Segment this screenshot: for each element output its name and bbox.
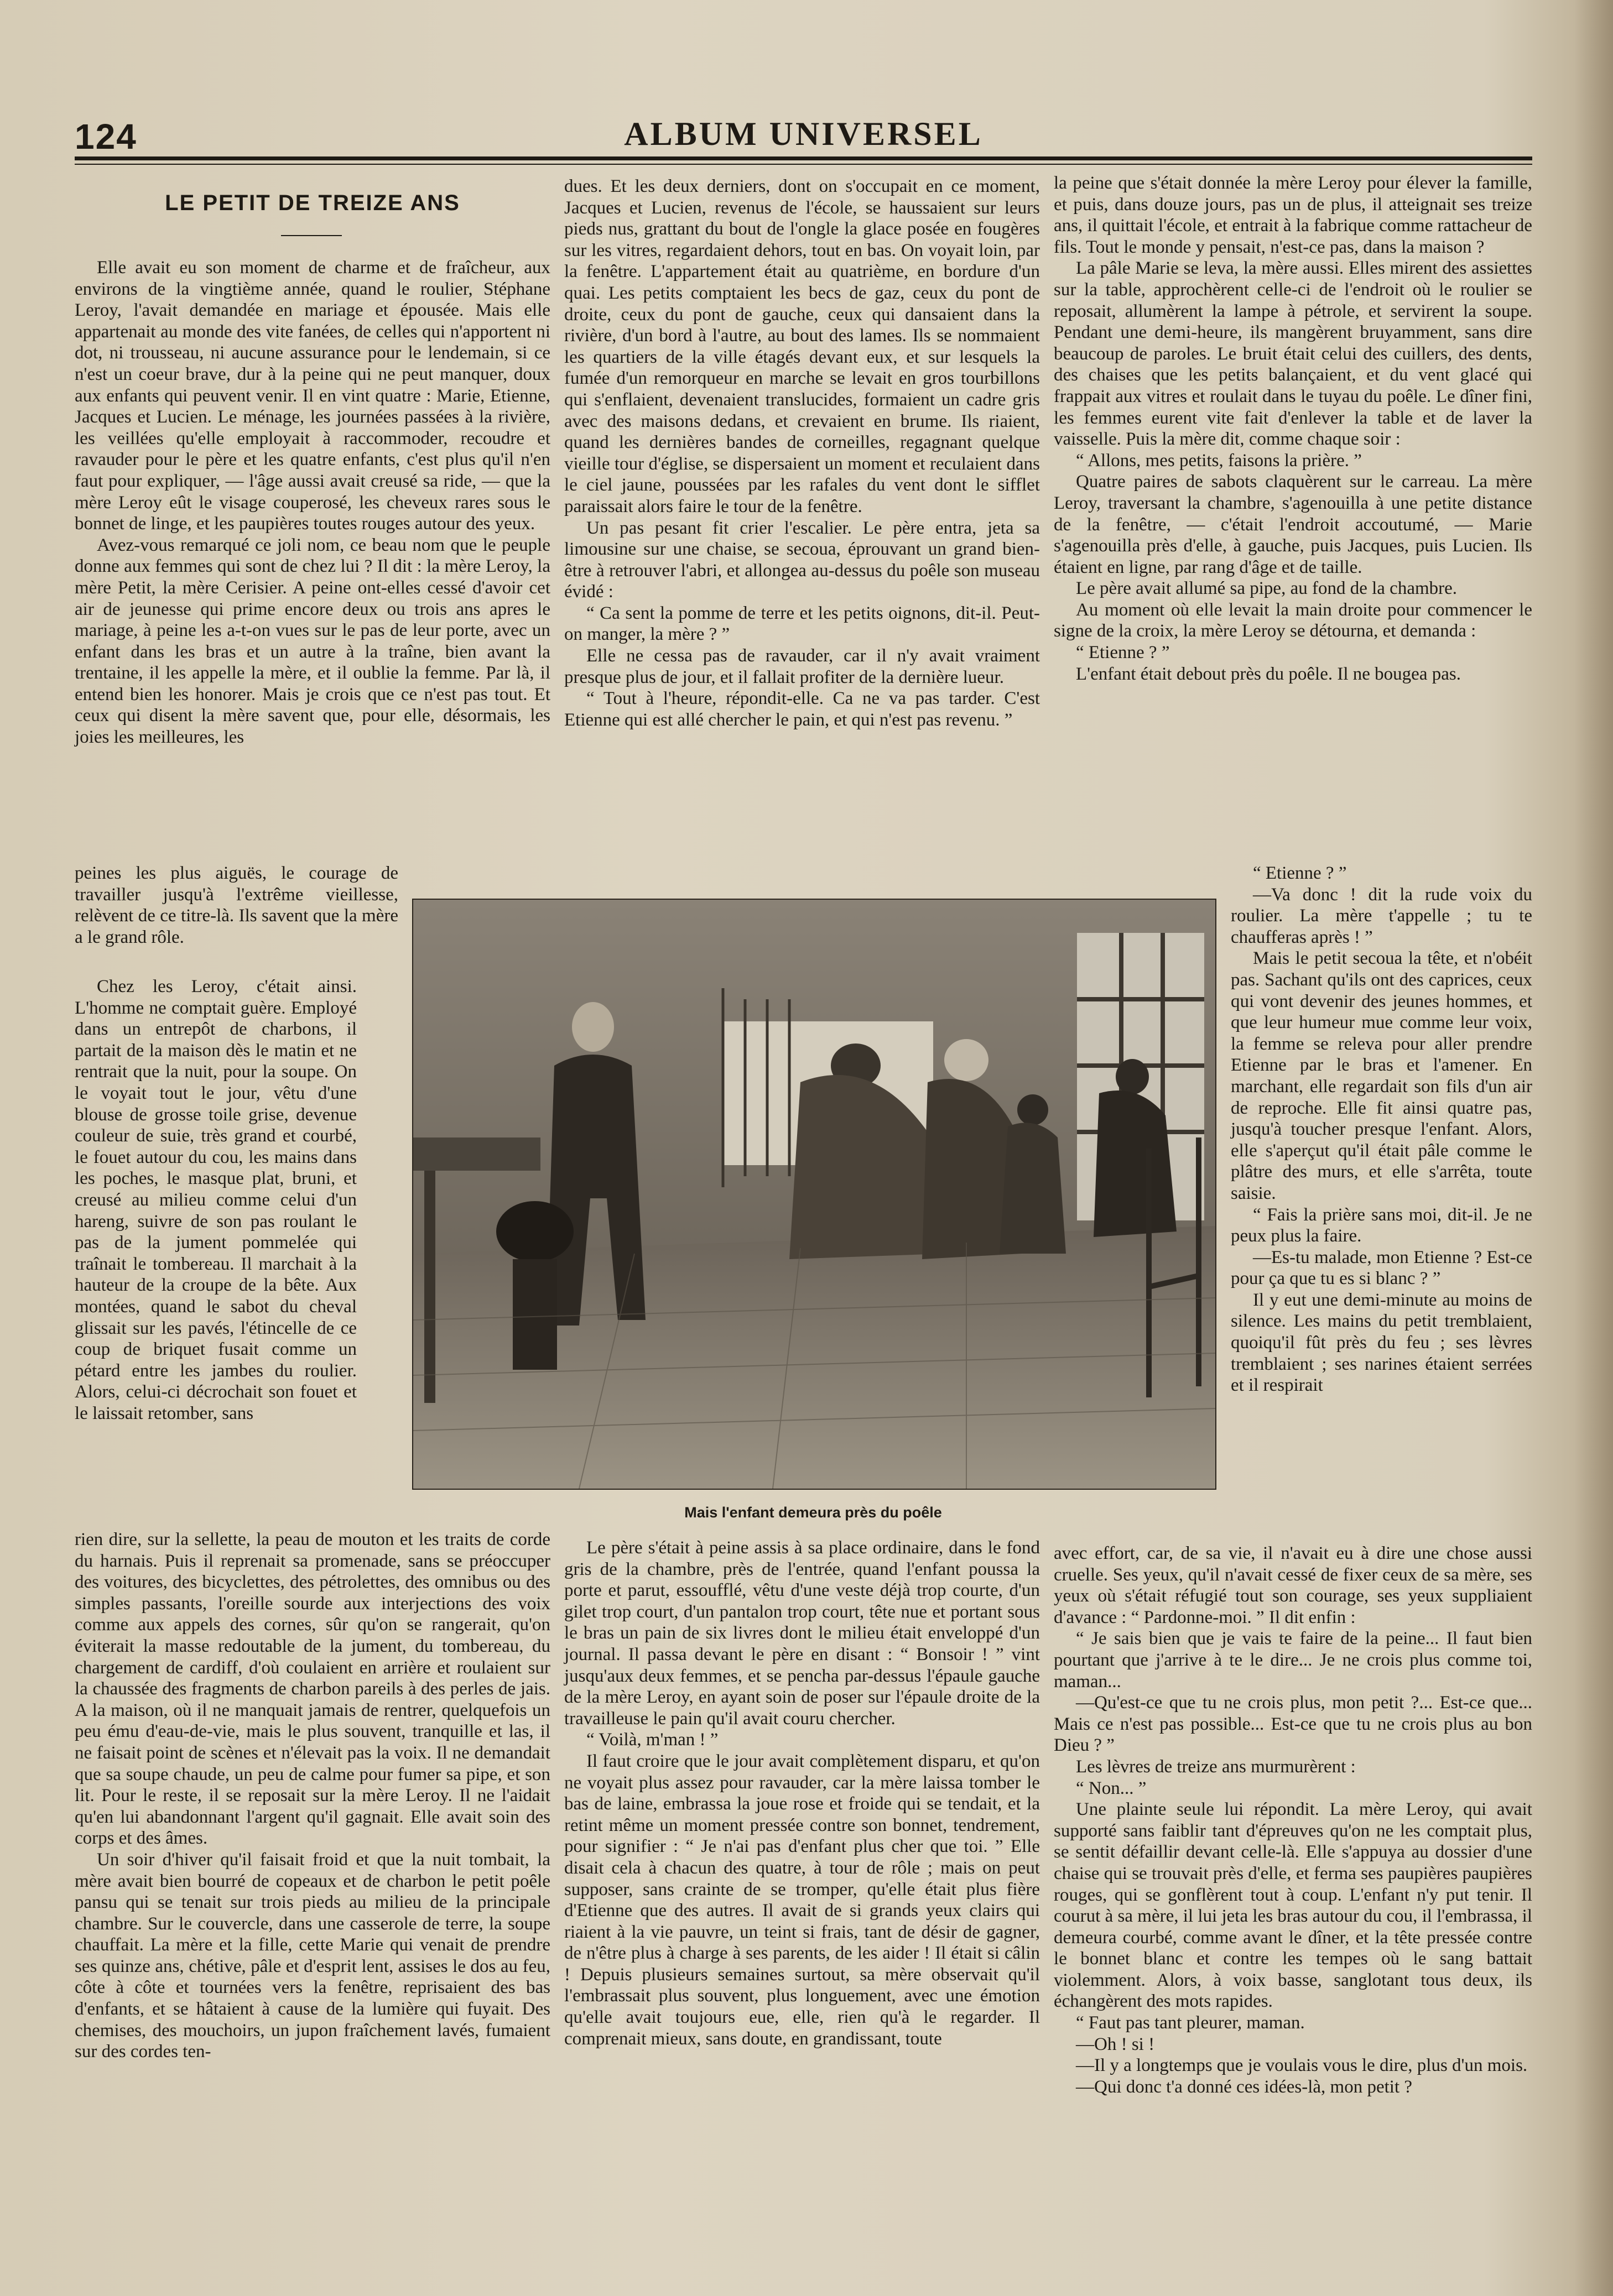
journal-title: ALBUM UNIVERSEL [624,116,983,152]
page-edge-shadow [1574,0,1613,2296]
paragraph: Le père s'était à peine assis à sa place ordinaire, dans le fond gris de la chambre, près de l'entrée, quand l'enfant poussa la porte et parut, essoufflé, vêtu d'une veste déjà trop courte, d'un gilet trop court, d'un pantalon trop court, tête nue et portant sous le bras un pain de six livres dont le milieu était enveloppé d'un journal. Il passa devant le père en disant : “ Bonsoir ! ” vint jusqu'aux deux femmes, et se pencha par-dessus l'épaule gauche de la mère Leroy, en ayant soin de poser sur l'épaule droite de la travailleuse le pain qu'il avait couru chercher. [564,1538,1040,1729]
paragraph: “ Tout à l'heure, répondit-elle. Ca ne va pas tarder. C'est Etienne qui est allé chercher le pain, et qui n'est pas revenu. ” [564,688,1040,730]
paragraph: rien dire, sur la sellette, la peau de mouton et les traits de corde du harnais. Puis il reprenait sa promenade, sans se préoccuper des voitures, des bicyclettes, des pétrolettes, des omnibus ou des simples passants, l'oreille sourde aux interjections des voix comme aux appels des cornes, sûr qu'on se rangerait, qu'on éviterait la masse redoutable de la jument, du tombereau, du chargement de cardiff, d'où coulaient en arrière et roulaient sur la chaussée des fragments de charbon pareils à des perles de jais. A la maison, où il ne manquait jamais de rentrer, quelquefois un peu ému d'eau-de-vie, mais le plus souvent, tranquille et las, il ne faisait point de scènes et n'élevait pas la voix. Il ne demandait que sa soupe chaude, un peu de calme pour fumer sa pipe, et son lit. Pour le reste, il se reposait sur la mère Leroy. Il ne l'aidait qu'en lui abandonnant l'argent qu'il gagnait. Elle avait soin des corps et des âmes. [75,1530,550,1849]
paragraph: Chez les Leroy, c'était ainsi. L'homme ne comptait guère. Employé dans un entrepôt de charbons, il partait de la maison dès le matin et ne rentrait que la nuit, pour la soupe. On le voyait tout le jour, vêtu d'une blouse de grosse toile grise, devenue couleur de suie, très grand et courbé, le fouet autour du cou, les mains dans les poches, le masque plat, bruni, et creusé au milieu comme celui d'un hareng, suivre de son pas roulant le pas de la jument pommelée qui traînait le tombereau. Il marchait à la hauteur de la croupe de la bête. Aux montées, quand le sabot du cheval glissait sur les pavés, l'étincelle de ce coup de briquet fusait comme un pétard entre les jambes du roulier. Alors, celui-ci décrochait son fouet et le laissait retomber, sans [75,977,357,1423]
article-title: LE PETIT DE TREIZE ANS [165,191,460,215]
paragraph: Avez-vous remarqué ce joli nom, ce beau nom que le peuple donne aux femmes qui sont de chez lui ? Il dit : la mère Leroy, la mère Petit, la mère Cerisier. A peine ont-elles cessé d'avoir cet air de jeunesse qui prime encore deux ou trois ans apres le mariage, à peine les a-t-on vues sur le pas de leur porte, avec un enfant dans les bras et un autre à la traîne, bien avant la trentaine, il les appelle la mère, et il oublie la femme. Par là, il entend bien les honorer. Mais je crois que ce n'est pas tout. Et ceux qui disent la mère savent que, pour elle, désormais, les joies les meilleures, les [75,535,550,748]
column-2-bottom [564,1537,1040,2049]
paragraph: Un soir d'hiver qu'il faisait froid et que la nuit tombait, la mère avait bien bourré de copeaux et de charbon le petit poêle pansu qui se tenait sur trois pieds au milieu de la principale chambre. Sur le couvercle, dans une casserole de terre, la soupe chauffait. La mère et la fille, cette Marie qui venait de prendre ses quinze ans, chétive, pâle et d'esprit lent, assises le dos au feu, côte à côte et tournées vers la fenêtre, reprisaient des bas d'enfants, et se hâtaient à cause de la lumière qui fuyait. Des chemises, des mouchoirs, un jupon fraîchement lavés, fumaient sur des cordes ten- [75,1849,550,2062]
paragraph: Elle ne cessa pas de ravauder, car il n'y avait vraiment presque plus de jour, et il fallait profiter de la dernière lueur. [564,646,1040,687]
page-number: 124 [75,117,137,156]
paragraph: “ Etienne ? ” [1076,643,1170,663]
paragraph: Mais le petit secoua la tête, et n'obéit pas. Sachant qu'ils ont des caprices, ceux qui vont devenir des jeunes hommes, et que leur humeur mue comme leur voix, la femme se releva pour aller prendre Etienne par le bras et l'amener. En marchant, elle regardait son fils d'un air de reproche. Elle fit ainsi quatre pas, jusqu'à toucher presque l'enfant. Alors, elle s'aperçut qu'il était pâle comme le plâtre des murs, et elle s'arrêta, toute saisie. [1231,948,1532,1203]
paragraph: “ Je sais bien que je vais te faire de la peine... Il faut bien pourtant que j'arrive à te le dire... Je ne crois plus comme toi, maman... [1054,1629,1532,1692]
paragraph: —Oh ! si ! [1076,2034,1155,2054]
paragraph: Les lèvres de treize ans murmurèrent : [1076,1756,1356,1777]
paragraph: —Va donc ! dit la rude voix du roulier. La mère t'appelle ; tu te chaufferas après ! ” [1231,884,1532,947]
paragraph: “ Fais la prière sans moi, dit-il. Je ne peux plus la faire. [1231,1204,1532,1246]
paragraph: avec effort, car, de sa vie, il n'avait eu à dire une chose aussi cruelle. Ses yeux, qu'il n'avait cessé de fixer ceux de sa mère, ses yeux où s'était réfugié tout son courage, ses yeux suppliaient d'avance : “ Pardonne-moi. ” Il dit enfin : [1054,1543,1532,1627]
illustration-caption: Mais l'enfant demeura près du poêle [684,1504,942,1521]
column-3-wrap [1231,863,1532,1396]
paragraph: Au moment où elle levait la main droite pour commencer le signe de la croix, la mère Leroy se détourna, et demanda : [1054,599,1532,641]
paragraph: dues. Et les deux derniers, dont on s'occupait en ce moment, Jacques et Lucien, revenus de l'école, se haussaient sur leurs pieds nus, grattant du bout de l'ongle la glace posée en fougères sur les vitres, regardaient dehors, tout en bas. On voyait loin, par la fenêtre. L'appartement était au quatrième, en bordure d'un quai. Les petits comptaient les becs de gaz, ceux du pont de droite, ceux du pont de gauche, ceux qui dansaient dans la rivière, d'un bord à l'autre, au bout des lames. Ils se nommaient les quartiers de la ville étagés devant eux, et sur lesquels la fumée d'un remorqueur en marche se levait en gros tourbillons qui s'enflaient, devenaient translucides, formaient un cadre gris avec des maisons dedans, et crevaient en brume. Ils riaient, quand les dernières bandes de corneilles, regagnant quelque vieille tour d'église, se dispersaient un moment et reculaient dans le ciel jaune, poussées par les rafales du vent dont le sifflet paraissait alors faire le tour de la fenêtre. [564,176,1040,516]
paragraph: “ Allons, mes petits, faisons la prière. ” [1076,450,1362,471]
paragraph: —Qu'est-ce que tu ne crois plus, mon petit ?... Est-ce que... Mais ce n'est pas possible... Est-ce que tu ne crois plus au bon Dieu ? ” [1054,1693,1532,1756]
paragraph: L'enfant était debout près du poêle. Il ne bougea pas. [1076,664,1461,684]
paragraph: Il faut croire que le jour avait complètement disparu, et qu'on ne voyait plus assez pour ravauder, car la mère laissa tomber le bas de laine, embrassa la joue rose et froide qui se tendait, et la retint même un moment pressée contre son bonnet, tendrement, pour signifier : “ Je n'ai pas d'enfant plus cher que toi. ” Elle disait cela à chacun des quatre, à tour de rôle ; mais on peut supposer, sans crainte de se tromper, qu'elle était plus fière d'Etienne que des autres. Il avait de si grands yeux clairs qui riaient à la vie pauvre, un teint si frais, tant de désir de gagner, de n'être plus à charge à ses parents, de les aider ! Il était si câlin ! Depuis plusieurs semaines surtout, sa mère observait qu'il l'embrassait plus souvent, plus longuement, avec une émotion qu'elle avait toujours eue, elle, rien qu'à le regarder. Il comprenait mieux, sans doute, en grandissant, toute [564,1751,1040,2049]
column-1-top [75,257,550,748]
paragraph: Il y eut une demi-minute au moins de silence. Les mains du petit tremblaient, quoiqu'il fût près du feu ; ses lèvres tremblaient ; ses narines étaient serrées et il respirait [1231,1290,1532,1396]
paragraph: “ Etienne ? ” [1253,863,1347,883]
paragraph: “ Non... ” [1076,1778,1147,1798]
column-1-bottom [75,1529,550,2063]
column-1-wrap [75,863,398,948]
paragraph: “ Faut pas tant pleurer, maman. [1076,2013,1305,2033]
page-header [75,111,1532,163]
paragraph: La pâle Marie se leva, la mère aussi. Elles mirent des assiettes sur la table, approchèrent celle-ci de l'endroit où le roulier se reposait, allumèrent la lampe à pétrole, et servirent la soupe. Pendant une demi-heure, ils mangèrent bruyamment, sans dire beaucoup de paroles. Le bruit était celui des cuillers, des dents, des chaises que les petits balançaient, et du vent glacé qui frappait aux vitres et roulait dans le tuyau du poêle. Le dîner fini, les femmes eurent vite fait d'enlever la table et de laver la vaisselle. Puis la mère dit, comme chaque soir : [1054,258,1532,450]
header-rule-thin [75,164,1532,165]
paragraph: —Il y a longtemps que je voulais vous le dire, plus d'un mois. [1076,2055,1528,2076]
family-prayer-scene [413,900,1215,1489]
paragraph: “ Ca sent la pomme de terre et les petits oignons, dit-il. Peut-on manger, la mère ? ” [564,603,1040,645]
column-2-top [564,176,1040,730]
title-divider [281,235,342,236]
paragraph: “ Voilà, m'man ! ” [586,1730,719,1750]
paragraph: peines les plus aiguës, le courage de travailler jusqu'à l'extrême vieillesse, relèvent de ce titre-là. Ils savent que la mère a le grand rôle. [75,863,398,947]
column-3-top [1054,173,1532,685]
paragraph: Elle avait eu son moment de charme et de fraîcheur, aux environs de la vingtième année, quand le roulier, Stéphane Leroy, l'avait demandée en mariage et épousée. Mais elle appartenait au monde des vite fanées, de celles qui n'apportent ni dot, ni trousseau, ni aucune assurance pour le lendemain, si ce n'est un coeur brave, dur à la peine qui ne peut manquer, doux aux enfants qui peuvent venir. Il en vint quatre : Marie, Etienne, Jacques et Lucien. Le ménage, les journées passées à la rivière, les veillées qu'elle employait à raccommoder, recoudre et ravauder pour le père et les quatre enfants, c'est plus qu'il n'en faut pour expliquer, — l'âge aussi avait creusé sa ride, — que la mère Leroy eût le visage couperosé, les cheveux rares sous le bonnet de linge, et les paupières toutes rouges autour des yeux. [75,258,550,534]
paragraph: —Es-tu malade, mon Etienne ? Est-ce pour ça que tu es si blanc ? ” [1231,1247,1532,1289]
paragraph: Quatre paires de sabots claquèrent sur le carreau. La mère Leroy, traversant la chambre, s'agenouilla à une petite distance de la fenêtre, — c'était l'endroit accoutumé, — Marie s'agenouilla près d'elle, à gauche, puis Jacques, puis Lucien. Ils étaient en ligne, par rang d'âge et de taille. [1054,472,1532,577]
paragraph: la peine que s'était donnée la mère Leroy pour élever la famille, et puis, dans douze jours, pas un de plus, il atteignait ses treize ans, il quittait l'école, et entrait à la fabrique comme rattacheur de fils. Tout le monde y pensait, n'est-ce pas, dans la maison ? [1054,173,1532,257]
paragraph: Une plainte seule lui répondit. La mère Leroy, qui avait supporté sans faiblir tant d'épreuves qu'on ne les comptait plus, se sentit défaillir devant celle-là. Elle s'appuya au dossier d'une chaise qui se trouvait près d'elle, et ferma ses paupières paupières rouges, qui se gonflèrent tout à coup. L'enfant n'y put tenir. Il courut à sa mère, il lui jeta les bras autour du cou, il l'embrassa, il demeura courbé, comme avant le dîner, et la tête pressée contre le bonnet blanc et contre les tempes où le sang battait violemment. Alors, à voix basse, sanglotant tous deux, ils échangèrent des mots rapides. [1054,1799,1532,2012]
engraving-illustration [412,899,1216,1490]
header-rule-thick [75,156,1532,160]
paragraph: —Qui donc t'a donné ces idées-là, mon petit ? [1076,2076,1413,2097]
column-1-narrow [75,976,357,1424]
column-3-bottom [1054,1543,1532,2097]
paragraph: Un pas pesant fit crier l'escalier. Le père entra, jeta sa limousine sur une chaise, se secoua, éprouvant un grand bien-être à retrouver l'abri, et allongea au-dessus du poêle son museau évidé : [564,518,1040,602]
paragraph: Le père avait allumé sa pipe, au fond de la chambre. [1076,578,1458,599]
